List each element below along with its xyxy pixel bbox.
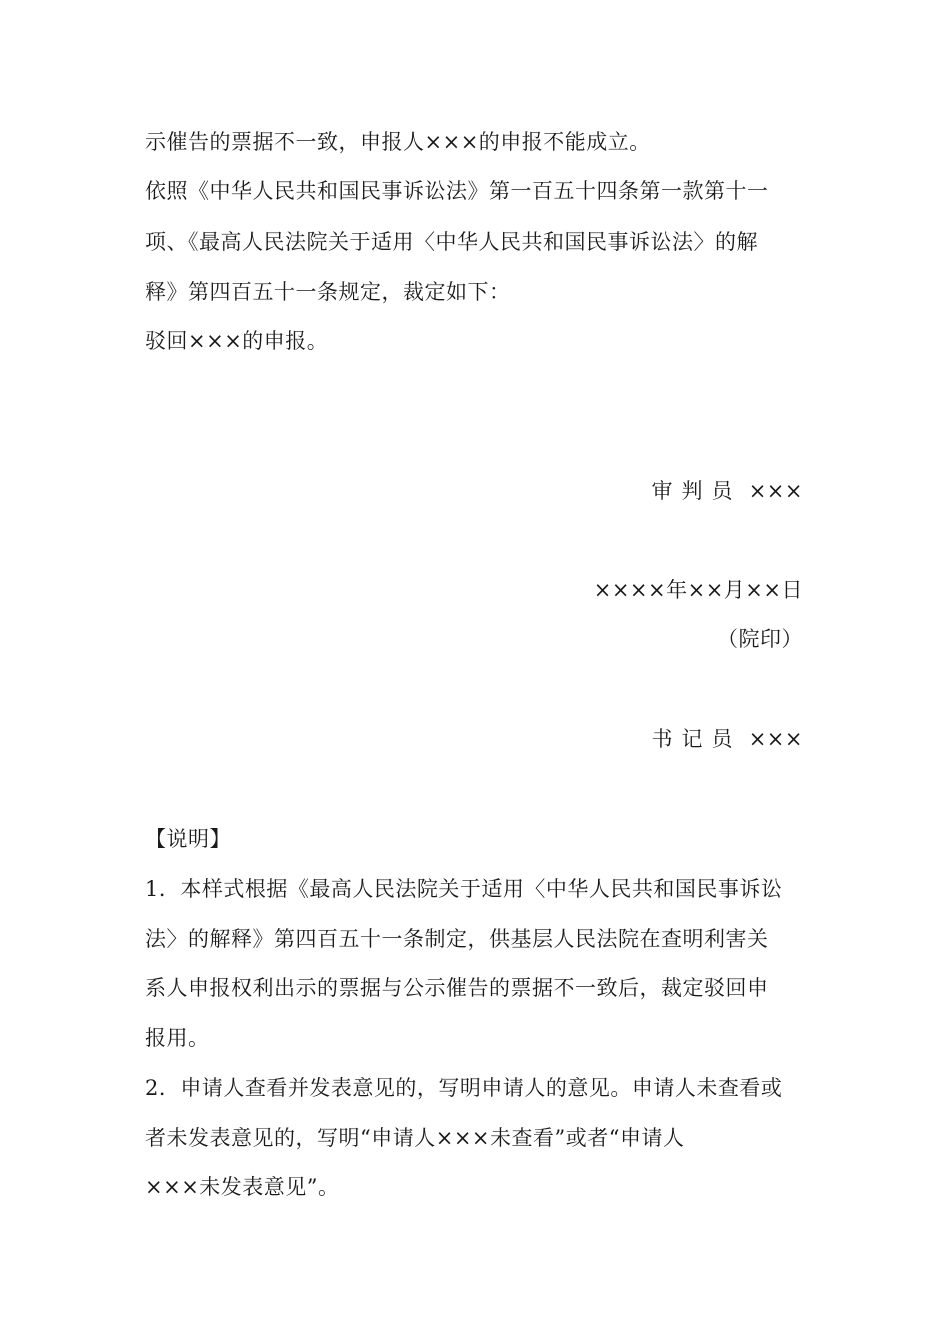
clerk-name: ××× [748,727,803,751]
body-line-3: 项、《最高人民法院关于适用〈中华人民共和国民事诉讼法〉的解 [145,230,758,254]
notes-line-1: 1．本样式根据《最高人民法院关于适用〈中华人民共和国民事诉讼 [145,877,783,901]
notes-line-3: 系人申报权利出示的票据与公示催告的票据不一致后，裁定驳回申 [145,976,769,1000]
body-line-5: 驳回×××的申报。 [145,329,329,353]
judge-title: 审判员 [651,479,742,503]
notes-line-2: 法〉的解释》第四百五十一条制定，供基层人民法院在查明利害关 [145,927,769,951]
clerk-title: 书记员 [651,727,742,751]
body-line-2: 依照《中华人民共和国民事诉讼法》第一百五十四条第一款第十一 [145,179,769,203]
notes-line-5: 2．申请人查看并发表意见的，写明申请人的意见。申请人未查看或 [145,1076,783,1100]
ruling-date: ××××年××月××日 [593,578,803,602]
judge-signature [652,477,803,505]
notes-line-7: ×××未发表意见”。 [145,1175,340,1199]
clerk-signature [652,725,803,753]
body-line-4: 释》第四百五十一条规定，裁定如下： [145,280,511,304]
notes-heading: 【说明】 [145,827,231,851]
notes-line-6: 者未发表意见的，写明“申请人×××未查看”或者“申请人 [145,1126,685,1150]
body-line-1: 示催告的票据不一致，申报人×××的申报不能成立。 [145,130,651,154]
judge-name: ××× [748,479,803,503]
notes-line-4: 报用。 [145,1026,210,1050]
court-seal: （院印） [717,627,803,651]
